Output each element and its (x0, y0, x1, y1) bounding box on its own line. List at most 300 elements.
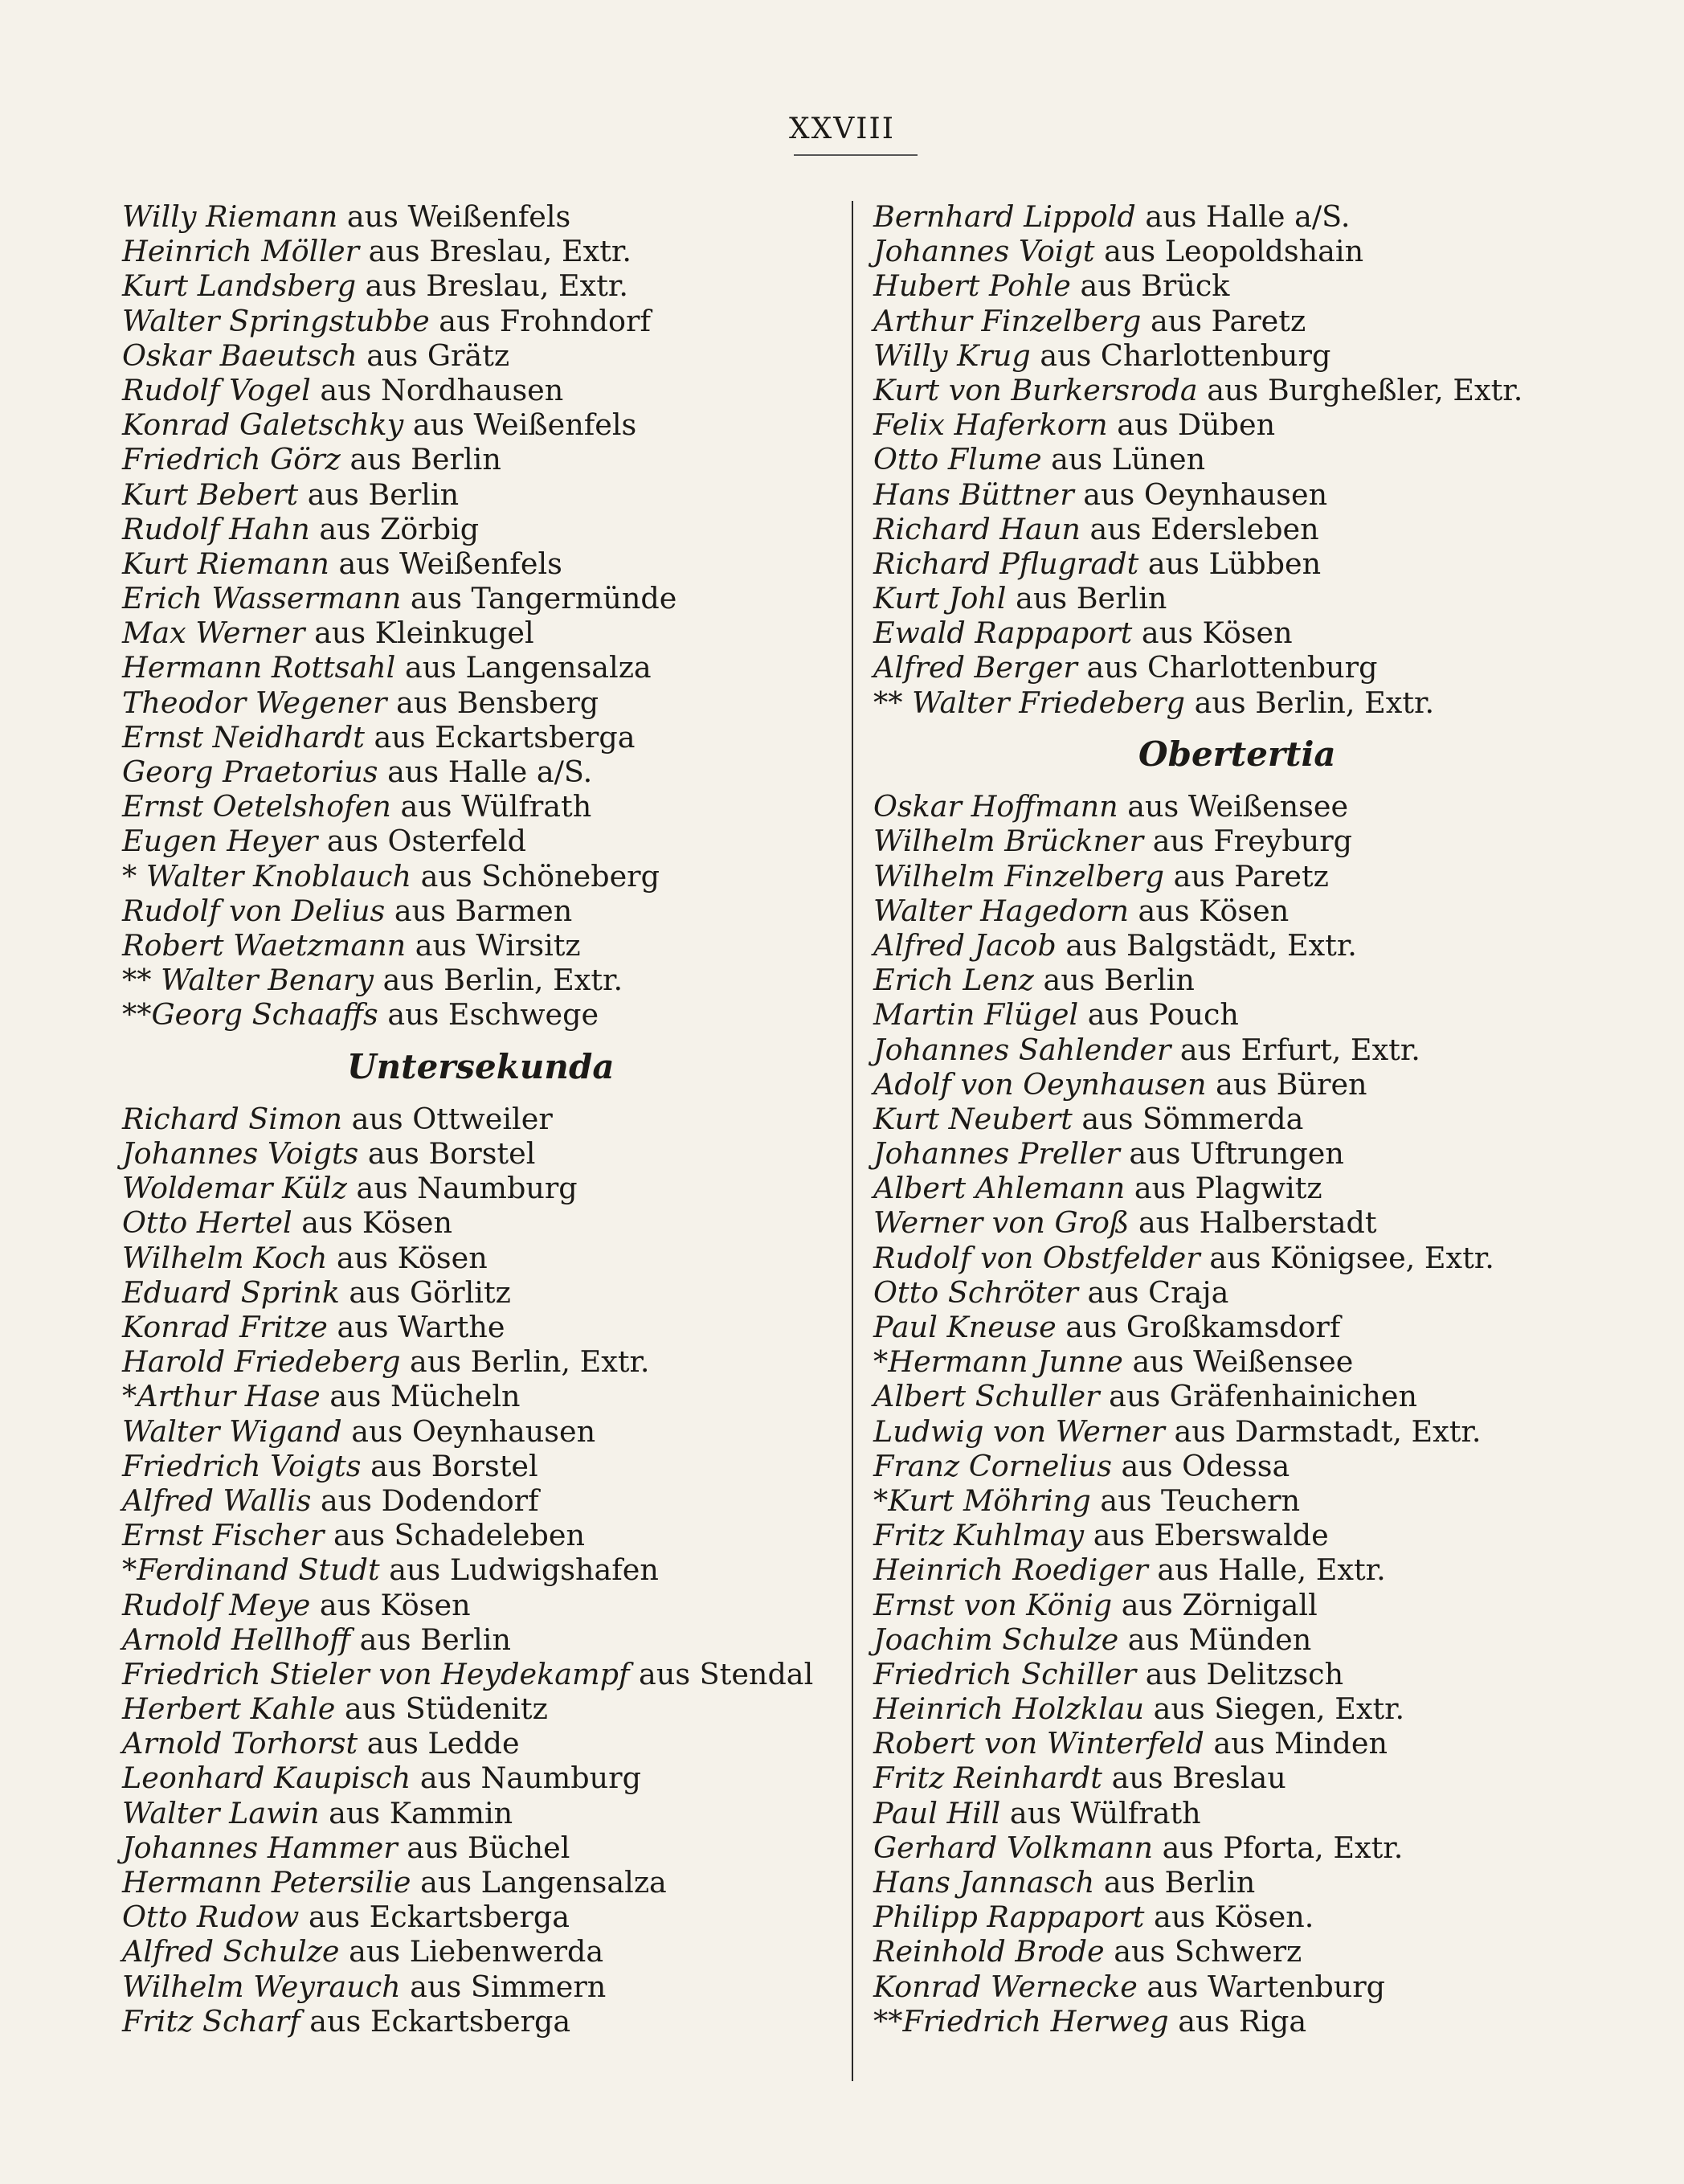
list-item (122, 1588, 845, 1622)
list-item (122, 1102, 845, 1136)
person-name: Albert Ahlemann (873, 1171, 1126, 1206)
entry-origin: aus Berlin (340, 442, 501, 477)
entry-origin: aus Darmstadt, Extr. (1164, 1413, 1482, 1449)
list-item (873, 1518, 1645, 1552)
entry-origin: aus Weißensee (1122, 1344, 1354, 1380)
person-name: Gerhard Volkmann (873, 1830, 1154, 1865)
person-name: Friedrich Stieler von Heydekampf (122, 1656, 630, 1691)
person-name: Hans Büttner (873, 476, 1074, 512)
entry-origin: aus Plagwitz (1125, 1171, 1322, 1206)
person-name: Georg Schaaffs (151, 997, 378, 1033)
entry-origin: aus Weißensee (1118, 789, 1349, 824)
list-item (873, 859, 1645, 894)
person-name: Walter Lawin (122, 1795, 320, 1830)
entry-origin: aus Kösen (310, 1587, 471, 1622)
list-item (873, 1969, 1645, 2004)
column-divider (852, 201, 853, 2081)
person-name: Heinrich Roediger (873, 1552, 1148, 1588)
person-name: Reinhold Brode (873, 1934, 1105, 1969)
list-item (122, 1171, 845, 1205)
list-item (122, 1310, 845, 1344)
entry-origin: aus Kleinkugel (305, 616, 534, 651)
entry-marker: * (122, 1379, 137, 1414)
entry-origin: aus Charlottenburg (1077, 650, 1378, 685)
list-item (122, 720, 845, 755)
entry-origin: aus Naumburg (411, 1761, 641, 1796)
entry-origin: aus Lübben (1138, 546, 1322, 581)
person-name: Walter Hagedorn (873, 893, 1129, 928)
entry-origin: aus Kösen (1132, 616, 1293, 651)
entry-origin: aus Wartenburg (1137, 1969, 1386, 2004)
entry-origin: aus Gräfenhainichen (1099, 1379, 1417, 1414)
entry-origin: aus Uftrungen (1119, 1136, 1344, 1172)
person-name: Wilhelm Weyrauch (122, 1969, 401, 2004)
list-item (122, 1344, 845, 1379)
entry-origin: aus Naumburg (346, 1171, 578, 1206)
entry-origin: aus Minden (1204, 1726, 1388, 1761)
person-name: Oskar Hoffmann (873, 789, 1118, 824)
person-name: Paul Hill (873, 1795, 1001, 1830)
entry-origin: aus Borstel (358, 1136, 536, 1172)
entry-origin: aus Breslau, Extr. (356, 268, 628, 304)
entry-origin: aus Langensalza (411, 1865, 667, 1900)
person-name: Werner von Groß (873, 1205, 1130, 1241)
entry-origin: aus Burgheßler, Extr. (1197, 372, 1523, 407)
entry-origin: aus Weißenfels (403, 407, 637, 443)
person-name: Richard Simon (122, 1101, 343, 1136)
entry-origin: aus Berlin, Extr. (373, 963, 623, 998)
person-name: Alfred Schulze (122, 1934, 340, 1969)
person-name: Richard Haun (873, 511, 1081, 546)
person-name: Alfred Wallis (122, 1483, 312, 1518)
entry-origin: aus Zörbig (309, 511, 480, 546)
person-name: Rudolf von Delius (122, 893, 386, 928)
entry-origin: aus Kösen (292, 1205, 452, 1241)
list-item (122, 1761, 845, 1795)
person-name: Hermann Rottsahl (122, 650, 396, 685)
entry-origin: aus Craja (1077, 1274, 1229, 1310)
entry-origin: aus Großkamsdorf (1056, 1310, 1341, 1345)
entry-origin: aus Weißenfels (329, 546, 562, 581)
list-item (122, 1657, 845, 1691)
entry-origin: aus Ottweiler (342, 1101, 553, 1136)
person-name: Friedrich Voigts (122, 1448, 362, 1483)
person-name: Hubert Pohle (873, 268, 1071, 304)
entry-origin: aus Tangermünde (401, 581, 677, 616)
entry-origin: aus Berlin (298, 476, 460, 512)
person-name: Harold Friedeberg (122, 1344, 401, 1380)
entry-origin: aus Pouch (1078, 997, 1239, 1033)
list-item (122, 199, 845, 234)
entry-origin: aus Berlin, Extr. (400, 1344, 650, 1380)
person-name: Konrad Wernecke (873, 1969, 1138, 2004)
person-name: Kurt Johl (873, 581, 1007, 616)
entry-origin: aus Berlin (1094, 1865, 1256, 1900)
person-name: Ewald Rappaport (873, 616, 1133, 651)
list-item (122, 1205, 845, 1240)
entry-origin: aus Liebenwerda (339, 1934, 604, 1969)
entry-origin: aus Osterfeld (317, 824, 527, 859)
list-item (873, 2004, 1645, 2039)
entry-origin: aus Ledde (358, 1726, 520, 1761)
list-item (122, 1275, 845, 1310)
entry-origin: aus Borstel (361, 1448, 538, 1483)
list-item (873, 234, 1645, 268)
list-item (873, 789, 1645, 824)
entry-origin: aus Ludwigshafen (379, 1552, 659, 1588)
list-item (122, 1830, 845, 1865)
entry-marker: * (873, 1344, 889, 1380)
list-item (873, 1761, 1645, 1795)
person-name: Walter Wigand (122, 1413, 342, 1449)
person-name: Arthur Finzelberg (873, 303, 1142, 338)
entry-origin: aus Odessa (1111, 1448, 1290, 1483)
person-name: Kurt Landsberg (122, 268, 357, 304)
list-item (122, 1379, 845, 1413)
entry-origin: aus Oeynhausen (1073, 476, 1328, 512)
entry-origin: aus Weißenfels (337, 199, 571, 234)
list-item (122, 268, 845, 303)
entry-origin: aus Teuchern (1090, 1483, 1301, 1518)
list-item (873, 824, 1645, 858)
list-item (873, 894, 1645, 928)
entry-origin: aus Halle, Extr. (1147, 1552, 1386, 1588)
list-item (873, 1067, 1645, 1102)
list-item (873, 407, 1645, 442)
list-item (873, 1310, 1645, 1344)
list-item (122, 963, 845, 997)
entry-origin: aus Mücheln (320, 1379, 521, 1414)
entry-marker: * (873, 1483, 889, 1518)
person-name: Albert Schuller (873, 1379, 1100, 1414)
entry-origin: aus Wülfrath (1000, 1795, 1201, 1830)
person-name: Georg Praetorius (122, 755, 378, 789)
list-item (122, 304, 845, 338)
list-item (873, 1726, 1645, 1761)
person-name: Johannes Preller (873, 1136, 1120, 1172)
person-name: Philipp Rappaport (873, 1900, 1145, 1935)
list-item (873, 1171, 1645, 1205)
person-name: Theodor Wegener (122, 685, 387, 720)
list-item (873, 373, 1645, 407)
list-item (873, 1275, 1645, 1310)
person-name: Ludwig von Werner (873, 1413, 1165, 1449)
entry-origin: aus Riga (1168, 2003, 1307, 2039)
entry-origin: aus Siegen, Extr. (1144, 1691, 1405, 1727)
list-item (122, 2004, 845, 2039)
list-item (873, 442, 1645, 476)
person-name: Ernst Neidhardt (122, 719, 365, 755)
person-name: Erich Lenz (873, 963, 1034, 998)
entry-origin: aus Freyburg (1143, 824, 1353, 859)
entry-origin: aus Halberstadt (1129, 1205, 1377, 1241)
left-group1 (122, 199, 845, 1033)
list-item (122, 1414, 845, 1449)
entry-origin: aus Eschwege (378, 997, 599, 1033)
list-item (122, 1622, 845, 1657)
person-name: Kurt Bebert (122, 476, 299, 512)
list-item (122, 894, 845, 928)
person-name: Otto Hertel (122, 1205, 292, 1241)
list-item (122, 1483, 845, 1518)
person-name: Ernst von König (873, 1587, 1113, 1622)
list-item (873, 1136, 1645, 1171)
list-item (873, 1449, 1645, 1483)
left-column (122, 199, 845, 2039)
list-item (873, 1796, 1645, 1830)
entry-origin: aus Bensberg (386, 685, 599, 720)
list-item (873, 963, 1645, 997)
person-name: Friedrich Schiller (873, 1656, 1137, 1691)
list-item (873, 338, 1645, 373)
person-name: Johannes Voigts (122, 1136, 359, 1172)
entry-origin: aus Zörnigall (1112, 1587, 1318, 1622)
right-group1 (873, 199, 1645, 720)
list-item (122, 755, 845, 789)
person-name: Heinrich Holzklau (873, 1691, 1145, 1727)
person-name: Konrad Galetschky (122, 407, 404, 443)
list-item (873, 1102, 1645, 1136)
entry-origin: aus Breslau (1102, 1761, 1286, 1796)
list-item (122, 546, 845, 581)
list-item (122, 1691, 845, 1726)
person-name: Walter Knoblauch (145, 858, 411, 894)
entry-origin: aus Berlin (350, 1622, 511, 1657)
list-item (873, 650, 1645, 685)
entry-origin: aus Halle a/S. (1135, 199, 1351, 234)
person-name: Erich Wassermann (122, 581, 402, 616)
list-item (122, 1900, 845, 1934)
list-item (873, 1830, 1645, 1865)
list-item (122, 1796, 845, 1830)
entry-origin: aus Görlitz (339, 1274, 511, 1310)
person-name: Oskar Baeutsch (122, 337, 358, 373)
person-name: Alfred Berger (873, 650, 1077, 685)
entry-origin: aus Büchel (397, 1830, 570, 1865)
person-name: Walter Benary (161, 963, 374, 998)
entry-origin: aus Berlin, Extr. (1185, 685, 1435, 720)
entry-marker: * (122, 1552, 137, 1588)
list-item (122, 1136, 845, 1171)
person-name: Eduard Sprink (122, 1274, 340, 1310)
person-name: Hans Jannasch (873, 1865, 1095, 1900)
list-item (873, 1934, 1645, 1969)
list-item (122, 581, 845, 616)
entry-origin: aus Kösen (327, 1240, 488, 1275)
entry-origin: aus Balgstädt, Extr. (1056, 927, 1357, 963)
list-item (122, 928, 845, 963)
person-name: Felix Haferkorn (873, 407, 1108, 443)
list-item (873, 1552, 1645, 1587)
entry-origin: aus Münden (1118, 1622, 1312, 1657)
entry-origin: aus Leopoldshain (1094, 234, 1364, 269)
entry-origin: aus Simmern (400, 1969, 607, 2004)
list-item (122, 373, 845, 407)
list-item (873, 512, 1645, 546)
list-item (122, 1518, 845, 1552)
person-name: Willy Krug (873, 337, 1031, 373)
person-name: Leonhard Kaupisch (122, 1761, 411, 1796)
person-name: Wilhelm Koch (122, 1240, 328, 1275)
entry-origin: aus Delitzsch (1136, 1656, 1344, 1691)
entry-marker: ** (122, 963, 161, 998)
list-item (122, 338, 845, 373)
list-item (873, 304, 1645, 338)
entry-origin: aus Oeynhausen (341, 1413, 596, 1449)
person-name: Arthur Hase (137, 1379, 321, 1414)
page-number-rule (794, 154, 918, 156)
person-name: Rudolf von Obstfelder (873, 1240, 1200, 1275)
entry-origin: aus Langensalza (395, 650, 652, 685)
list-item (873, 1379, 1645, 1413)
entry-origin: aus Stendal (629, 1656, 814, 1691)
person-name: Robert Waetzmann (122, 927, 407, 963)
list-item (122, 824, 845, 858)
list-item (873, 1588, 1645, 1622)
entry-origin: aus Kösen (1128, 893, 1290, 928)
list-item (873, 581, 1645, 616)
entry-origin: aus Berlin (1033, 963, 1195, 998)
section-heading-untersekunda: Untersekunda (347, 1046, 615, 1086)
person-name: Rudolf Hahn (122, 511, 310, 546)
entry-origin: aus Dodendorf (311, 1483, 539, 1518)
person-name: Fritz Scharf (122, 2003, 300, 2039)
list-item (873, 685, 1645, 720)
list-item (873, 1865, 1645, 1900)
right-column (873, 199, 1645, 2039)
entry-origin: aus Nordhausen (310, 372, 564, 407)
list-item (873, 546, 1645, 581)
person-name: Martin Flügel (873, 997, 1079, 1033)
person-name: Rudolf Vogel (122, 372, 311, 407)
list-item (873, 1241, 1645, 1275)
entry-origin: aus Eberswalde (1084, 1518, 1329, 1553)
list-item (873, 928, 1645, 963)
entry-origin: aus Eckartsberga (364, 719, 636, 755)
entry-origin: aus Berlin (1006, 581, 1167, 616)
left-group2 (122, 1102, 845, 2039)
list-item (122, 1241, 845, 1275)
list-item (122, 650, 845, 685)
list-item (122, 234, 845, 268)
entry-origin: aus Lünen (1041, 442, 1206, 477)
list-item (873, 1900, 1645, 1934)
list-item (122, 1865, 845, 1900)
entry-origin: aus Barmen (385, 893, 573, 928)
person-name: Fritz Kuhlmay (873, 1518, 1085, 1553)
person-name: Arnold Hellhoff (122, 1622, 351, 1657)
person-name: Richard Pflugradt (873, 546, 1139, 581)
person-name: Adolf von Oeynhausen (873, 1066, 1207, 1102)
list-item (122, 1552, 845, 1587)
entry-origin: aus Halle a/S. (378, 755, 593, 789)
entry-origin: aus Paretz (1141, 303, 1306, 338)
list-item (873, 199, 1645, 234)
entry-origin: aus Wirsitz (406, 927, 581, 963)
person-name: Ernst Oetelshofen (122, 789, 391, 824)
list-item (873, 997, 1645, 1032)
entry-origin: aus Kösen. (1144, 1900, 1314, 1935)
list-item (122, 1726, 845, 1761)
list-item (122, 1449, 845, 1483)
list-item (873, 1344, 1645, 1379)
entry-origin: aus Grätz (357, 337, 510, 373)
person-name: Johannes Hammer (122, 1830, 398, 1865)
entry-origin: aus Edersleben (1080, 511, 1319, 546)
list-item (873, 1205, 1645, 1240)
person-name: Arnold Torhorst (122, 1726, 358, 1761)
list-item (873, 1657, 1645, 1691)
entry-marker: ** (122, 997, 152, 1033)
entry-origin: aus Eckartsberga (299, 1900, 570, 1935)
entry-origin: aus Erfurt, Extr. (1171, 1032, 1420, 1067)
list-item (122, 616, 845, 650)
person-name: Otto Rudow (122, 1900, 300, 1935)
list-item (873, 477, 1645, 512)
person-name: Wilhelm Finzelberg (873, 858, 1165, 894)
entry-origin: aus Königsee, Extr. (1200, 1240, 1494, 1275)
list-item (122, 997, 845, 1032)
entry-origin: aus Sömmerda (1072, 1101, 1304, 1136)
person-name: Walter Friedeberg (912, 685, 1185, 720)
person-name: Robert von Winterfeld (873, 1726, 1204, 1761)
entry-origin: aus Pforta, Extr. (1153, 1830, 1404, 1865)
entry-origin: aus Schöneberg (411, 858, 660, 894)
list-item (122, 477, 845, 512)
person-name: Kurt Riemann (122, 546, 329, 581)
person-name: Eugen Heyer (122, 824, 318, 859)
entry-marker: ** (873, 2003, 903, 2039)
person-name: Johannes Sahlender (873, 1032, 1171, 1067)
list-item (873, 268, 1645, 303)
entry-marker: ** (873, 685, 913, 720)
entry-origin: aus Düben (1107, 407, 1276, 443)
person-name: Fritz Reinhardt (873, 1761, 1102, 1796)
person-name: Woldemar Külz (122, 1171, 347, 1206)
list-item (122, 407, 845, 442)
list-item (873, 1622, 1645, 1657)
list-item (873, 616, 1645, 650)
entry-origin: aus Kammin (319, 1795, 513, 1830)
person-name: Friedrich Görz (122, 442, 341, 477)
entry-marker: * (122, 858, 146, 894)
person-name: Franz Cornelius (873, 1448, 1112, 1483)
entry-origin: aus Breslau, Extr. (359, 234, 632, 269)
list-item (873, 1483, 1645, 1518)
list-item (122, 859, 845, 894)
list-item (122, 685, 845, 720)
right-group2 (873, 789, 1645, 2039)
list-item (122, 1934, 845, 1969)
person-name: Walter Springstubbe (122, 303, 430, 338)
entry-origin: aus Wülfrath (390, 789, 592, 824)
list-item (122, 789, 845, 824)
person-name: Max Werner (122, 616, 305, 651)
list-item (873, 1033, 1645, 1067)
person-name: Johannes Voigt (873, 234, 1095, 269)
entry-origin: aus Brück (1070, 268, 1230, 304)
person-name: Joachim Schulze (873, 1622, 1119, 1657)
entry-origin: aus Schadeleben (324, 1518, 585, 1553)
person-name: Ferdinand Studt (137, 1552, 380, 1588)
section-heading-obertertia: Obertertia (1138, 734, 1336, 774)
person-name: Kurt Möhring (888, 1483, 1091, 1518)
list-item (122, 512, 845, 546)
entry-origin: aus Paretz (1164, 858, 1329, 894)
person-name: Heinrich Möller (122, 234, 360, 269)
person-name: Herbert Kahle (122, 1691, 336, 1727)
person-name: Friedrich Herweg (902, 2003, 1169, 2039)
